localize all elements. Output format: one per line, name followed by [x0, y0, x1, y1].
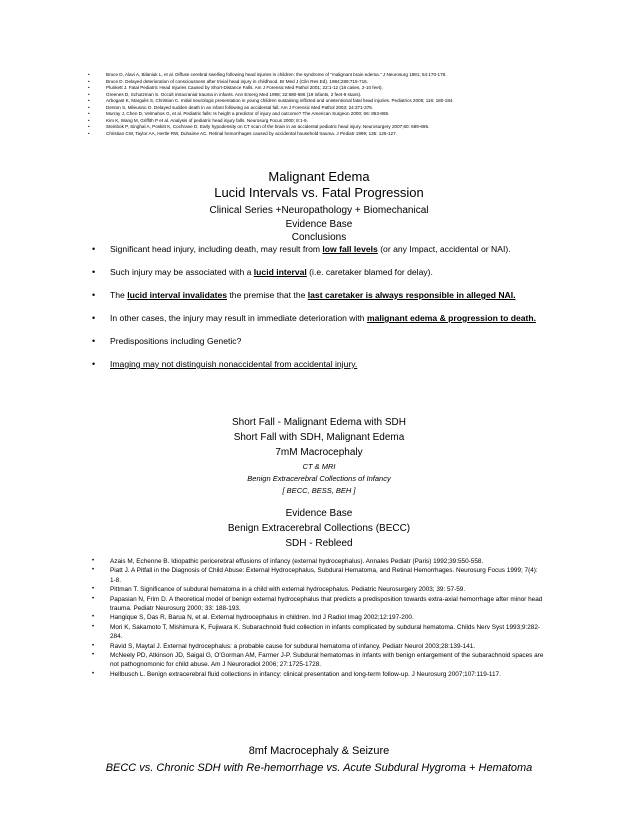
conclusion-item: • Significant head injury, including death, may result from low fall levels (or any Impact, accidental or NAI). — [92, 244, 511, 254]
conclusion-item: • The lucid interval invalidates the premise that the last caretaker is always responsible in alleged NAI. — [92, 290, 516, 300]
section2-line4: CT & MRI — [302, 462, 336, 471]
section2-line3: 7mM Macrocephaly — [275, 447, 363, 458]
section-title-malignant-edema: Malignant Edema — [268, 169, 370, 184]
section4-subtitle: BECC vs. Chronic SDH with Re-hemorrhage vs. Acute Subdural Hygroma + Hematoma — [105, 762, 533, 774]
list-item: • Arbogast K, Margulis S, Christian C. Initial neurologic presentation in young children sustaining inflicted and unintentional fatal head injuries. Pediatrics 2005; 116: 180-184. — [88, 98, 454, 103]
section2-line1: Short Fall - Malignant Edema with SDH — [232, 417, 406, 428]
list-item: • Steinbok P, Singhal A, Poskitt K, Cochrane D. Early hypodensity on CT scan of the brain in an accidental pediatric head injury. Neurosurgery 2007;60: 689-695. — [88, 124, 430, 129]
list-item: • Bruce D. Delayed deterioration of consciousness after trivial head injury in childhood. Br Med J (Clin Res Ed). 1984;289:715-716. — [88, 78, 368, 84]
list-item: • Christian CW, Taylor AA, Hertle RW, Duhaime AC. Retinal hemorrhages caused by accidental household trauma. J Pediatr 1999; 135: 125-127. — [88, 130, 397, 136]
list-item: • Bruce D, Alavi A, Bilaniuk L, et al. Diffuse cerebral swelling following head injuries in children: the syndrome of "malignant brain edema." J Neurosurg 1981; 54:170-178. — [88, 72, 447, 77]
section3-line2: Benign Extracerebral Collections (BECC) — [227, 523, 411, 534]
list-item: • Greenes D, Schutzman S. Occult intracranial trauma in infants. Ann Emerg Med 1998; 32:680-686 (19 infants, 2 feet-9 stairs). — [88, 91, 362, 97]
section2-line5: Benign Extracerebral Collections of Infancy — [247, 474, 391, 483]
list-item: • Ravid S, Maytal J. External hydrocephalus: a probable cause for subdural hematoma of infancy. Pediatr Neurol 2003;28:139-141. — [92, 642, 476, 650]
section2-line6: [ BECC, BESS, BEH ] — [282, 486, 356, 495]
section-line-evidence-base: Evidence Base — [285, 219, 353, 230]
section2-line2: Short Fall with SDH, Malignant Edema — [233, 432, 405, 443]
section4-title: 8mf Macrocephaly & Seizure — [248, 745, 390, 757]
list-item: • McNeely PD, Atkinson JD, Saigal G, O'Gorman AM, Farmer J-P. Subdural hematomas in infants with benign enlargement of the subarachnoid spaces are not pathognomonic for child abuse. Am J Neuroradiol 2006; 27:1725-1728. — [92, 652, 544, 669]
list-item: • Denton S, Mileusnic D. Delayed sudden death in an infant following an accidental fall. Am J Forensic Med Pathol 2003; 24:371-376. — [88, 104, 374, 110]
list-item: • Murray J, Chen D, Velmahos G, et al. Pediatric falls: Is height a predictor of injury and outcome? The American Surgeon 2000; 66: 863-865. — [88, 111, 390, 116]
conclusion-item: • Imaging may not distinguish nonaccidental from accidental injury. — [92, 359, 358, 369]
list-item: • Pittman T. Significance of subdural hematoma in a child with external hydrocephalus. Pediatric Neurosurgery 2003; 39: 57-59. — [92, 586, 466, 594]
becc-reference-list — [92, 557, 544, 679]
section3-line3: SDH - Rebleed — [285, 538, 353, 549]
section-subtitle-lucid-intervals: Lucid Intervals vs. Fatal Progression — [214, 185, 424, 200]
section-line-conclusions: Conclusions — [291, 232, 347, 243]
list-item: • Mori K, Sakamoto T, Mishimura K, Fujiwara K. Subarachnoid fluid collection in infants complicated by subdural hematoma. Childs Nerv Syst 1993;9:282-284. — [92, 623, 541, 641]
conclusion-item: • Predispositions including Genetic? — [92, 336, 242, 346]
list-item: • Kim K, Wang M, Griffith P et al. Analysis of pediatric head injury falls. Neurosurg Focus 2000; 8:1-9. — [88, 117, 308, 123]
section3-line1: Evidence Base — [285, 508, 353, 519]
conclusion-item: • In other cases, the injury may result in immediate deterioration with malignant edema & progression to death. — [92, 313, 537, 323]
conclusion-item: • Such injury may be associated with a lucid interval (i.e. caretaker blamed for delay). — [92, 267, 433, 277]
list-item: • Plunkett J. Fatal Pediatric Head Injuries Caused by Short-Distance Falls. Am J Forensic Med Pathol 2001; 22:1-12 (18 cases, 2-10 feet). — [88, 85, 383, 90]
list-item: • Papasian N, Frim D. A theoretical model of benign external hydrocephalus that predicts a predisposition towards extra-axial hemorrhage after minor head trauma. Pediatr Neurosurg 2000; 33: 188-193. — [92, 595, 543, 613]
list-item: • Azais M, Echenne B. Idiopathic pericerebral effusions of infancy (external hydrocephalus). Annales Pediatr (Paris) 1992;39:550-558. — [92, 558, 484, 565]
section-line-clinical-series: Clinical Series +Neuropathology + Biomechanical — [209, 205, 429, 216]
conclusions-list — [92, 243, 552, 381]
list-item: • Hellbusch L. Benign extracerebral fluid collections in infancy: clinical presentation and long-term follow-up. J Neurosurg 2007;107:119-117. — [92, 670, 501, 678]
top-reference-list — [88, 72, 568, 137]
list-item: • Piatt J. A Pitfall in the Diagnosis of Child Abuse: External Hydrocephalus, Subdural Hematoma, and Retinal Hemorrhages. Neurosurg Focus 1999; 7(4): 1-8. — [92, 567, 538, 584]
list-item: • Hangique S, Das R, Barua N, et al. External hydrocephalus in children. Ind J Radiol Imag 2002;12:197-200. — [92, 614, 414, 622]
